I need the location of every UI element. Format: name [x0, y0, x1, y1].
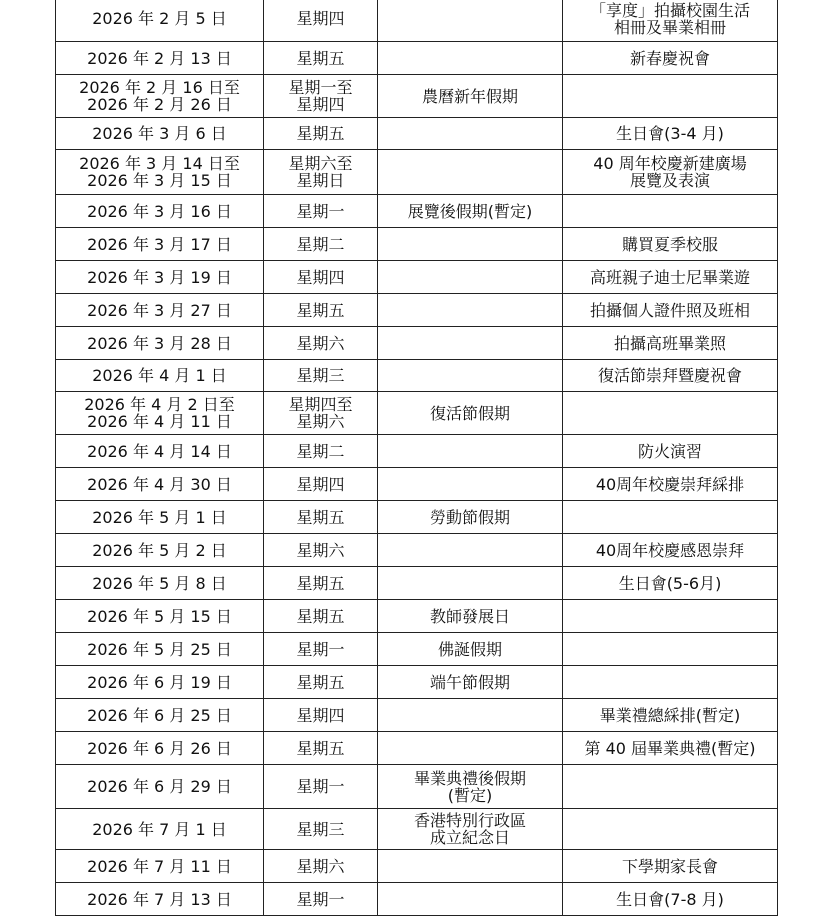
holiday-cell: 復活節假期	[378, 392, 563, 435]
holiday-cell	[378, 360, 563, 392]
calendar-row	[56, 42, 778, 75]
holiday-cell	[378, 228, 563, 261]
weekday-cell: 星期二	[264, 228, 378, 261]
holiday-cell	[378, 732, 563, 765]
holiday-cell	[378, 261, 563, 294]
date-cell: 2026 年 2 月 13 日	[56, 42, 264, 75]
holiday-cell	[378, 150, 563, 195]
weekday-cell: 星期六	[264, 534, 378, 567]
weekday-cell: 星期五	[264, 666, 378, 699]
weekday-cell: 星期六	[264, 850, 378, 883]
holiday-cell: 端午節假期	[378, 666, 563, 699]
weekday-cell: 星期五	[264, 42, 378, 75]
weekday-cell: 星期二	[264, 435, 378, 468]
event-cell: 生日會(7-8 月)	[563, 883, 778, 916]
event-cell: 購買夏季校服	[563, 228, 778, 261]
date-cell: 2026 年 5 月 8 日	[56, 567, 264, 600]
event-cell: 40周年校慶崇拜綵排	[563, 468, 778, 501]
event-cell: 40 周年校慶新建廣場 展覽及表演	[563, 150, 778, 195]
date-cell: 2026 年 7 月 1 日	[56, 809, 264, 850]
holiday-cell	[378, 0, 563, 42]
weekday-cell: 星期六	[264, 327, 378, 360]
date-cell: 2026 年 6 月 29 日	[56, 765, 264, 809]
date-cell: 2026 年 5 月 15 日	[56, 600, 264, 633]
weekday-cell: 星期五	[264, 732, 378, 765]
holiday-cell: 農曆新年假期	[378, 75, 563, 118]
event-cell: 畢業禮總綵排(暫定)	[563, 699, 778, 732]
holiday-cell	[378, 468, 563, 501]
event-cell: 防火演習	[563, 435, 778, 468]
holiday-cell: 佛誕假期	[378, 633, 563, 666]
holiday-cell: 展覽後假期(暫定)	[378, 195, 563, 228]
holiday-cell: 香港特別行政區 成立紀念日	[378, 809, 563, 850]
holiday-cell	[378, 435, 563, 468]
calendar-row	[56, 809, 778, 850]
weekday-cell: 星期一	[264, 633, 378, 666]
holiday-cell	[378, 118, 563, 150]
holiday-cell: 勞動節假期	[378, 501, 563, 534]
holiday-cell	[378, 850, 563, 883]
weekday-cell: 星期六至 星期日	[264, 150, 378, 195]
weekday-cell: 星期四	[264, 699, 378, 732]
calendar-row	[56, 228, 778, 261]
calendar-row	[56, 732, 778, 765]
event-cell	[563, 666, 778, 699]
date-cell: 2026 年 4 月 14 日	[56, 435, 264, 468]
calendar-row	[56, 534, 778, 567]
weekday-cell: 星期五	[264, 567, 378, 600]
calendar-row	[56, 261, 778, 294]
weekday-cell: 星期四至 星期六	[264, 392, 378, 435]
weekday-cell: 星期四	[264, 0, 378, 42]
event-cell: 拍攝個人證件照及班相	[563, 294, 778, 327]
holiday-cell	[378, 699, 563, 732]
holiday-cell	[378, 42, 563, 75]
event-cell	[563, 195, 778, 228]
date-cell: 2026 年 3 月 17 日	[56, 228, 264, 261]
date-cell: 2026 年 7 月 11 日	[56, 850, 264, 883]
calendar-row	[56, 327, 778, 360]
holiday-cell: 畢業典禮後假期 (暫定)	[378, 765, 563, 809]
date-cell: 2026 年 3 月 14 日至 2026 年 3 月 15 日	[56, 150, 264, 195]
date-cell: 2026 年 7 月 13 日	[56, 883, 264, 916]
date-cell: 2026 年 4 月 30 日	[56, 468, 264, 501]
calendar-row	[56, 501, 778, 534]
event-cell	[563, 809, 778, 850]
weekday-cell: 星期四	[264, 468, 378, 501]
calendar-row	[56, 468, 778, 501]
calendar-row	[56, 699, 778, 732]
event-cell: 第 40 屆畢業典禮(暫定)	[563, 732, 778, 765]
calendar-row	[56, 118, 778, 150]
weekday-cell: 星期一	[264, 765, 378, 809]
event-cell	[563, 765, 778, 809]
holiday-cell	[378, 534, 563, 567]
date-cell: 2026 年 3 月 6 日	[56, 118, 264, 150]
date-cell: 2026 年 4 月 2 日至 2026 年 4 月 11 日	[56, 392, 264, 435]
event-cell	[563, 633, 778, 666]
calendar-row	[56, 666, 778, 699]
holiday-cell	[378, 294, 563, 327]
weekday-cell: 星期四	[264, 261, 378, 294]
event-cell: 生日會(5-6月)	[563, 567, 778, 600]
weekday-cell: 星期三	[264, 360, 378, 392]
event-cell	[563, 501, 778, 534]
event-cell	[563, 75, 778, 118]
event-cell	[563, 392, 778, 435]
calendar-row	[56, 150, 778, 195]
date-cell: 2026 年 6 月 25 日	[56, 699, 264, 732]
calendar-row	[56, 883, 778, 916]
event-cell	[563, 600, 778, 633]
school-calendar-table	[55, 0, 778, 916]
weekday-cell: 星期一	[264, 883, 378, 916]
date-cell: 2026 年 6 月 26 日	[56, 732, 264, 765]
calendar-body	[56, 0, 778, 916]
weekday-cell: 星期三	[264, 809, 378, 850]
weekday-cell: 星期一至 星期四	[264, 75, 378, 118]
date-cell: 2026 年 5 月 2 日	[56, 534, 264, 567]
event-cell: 復活節崇拜暨慶祝會	[563, 360, 778, 392]
date-cell: 2026 年 2 月 5 日	[56, 0, 264, 42]
calendar-row	[56, 435, 778, 468]
calendar-row	[56, 75, 778, 118]
weekday-cell: 星期一	[264, 195, 378, 228]
calendar-row	[56, 633, 778, 666]
date-cell: 2026 年 3 月 27 日	[56, 294, 264, 327]
event-cell: 40周年校慶感恩崇拜	[563, 534, 778, 567]
date-cell: 2026 年 5 月 1 日	[56, 501, 264, 534]
date-cell: 2026 年 4 月 1 日	[56, 360, 264, 392]
holiday-cell	[378, 567, 563, 600]
calendar-row	[56, 294, 778, 327]
holiday-cell: 教師發展日	[378, 600, 563, 633]
calendar-row	[56, 850, 778, 883]
weekday-cell: 星期五	[264, 294, 378, 327]
date-cell: 2026 年 5 月 25 日	[56, 633, 264, 666]
date-cell: 2026 年 3 月 28 日	[56, 327, 264, 360]
calendar-row	[56, 567, 778, 600]
date-cell: 2026 年 2 月 16 日至 2026 年 2 月 26 日	[56, 75, 264, 118]
event-cell: 「享度」拍攝校園生活 相冊及畢業相冊	[563, 0, 778, 42]
date-cell: 2026 年 3 月 16 日	[56, 195, 264, 228]
date-cell: 2026 年 6 月 19 日	[56, 666, 264, 699]
event-cell: 拍攝高班畢業照	[563, 327, 778, 360]
calendar-row	[56, 0, 778, 42]
holiday-cell	[378, 883, 563, 916]
holiday-cell	[378, 327, 563, 360]
calendar-row	[56, 392, 778, 435]
event-cell: 生日會(3-4 月)	[563, 118, 778, 150]
calendar-row	[56, 600, 778, 633]
weekday-cell: 星期五	[264, 600, 378, 633]
event-cell: 下學期家長會	[563, 850, 778, 883]
calendar-row	[56, 360, 778, 392]
weekday-cell: 星期五	[264, 118, 378, 150]
calendar-row	[56, 195, 778, 228]
event-cell: 新春慶祝會	[563, 42, 778, 75]
event-cell: 高班親子迪士尼畢業遊	[563, 261, 778, 294]
date-cell: 2026 年 3 月 19 日	[56, 261, 264, 294]
calendar-row	[56, 765, 778, 809]
weekday-cell: 星期五	[264, 501, 378, 534]
